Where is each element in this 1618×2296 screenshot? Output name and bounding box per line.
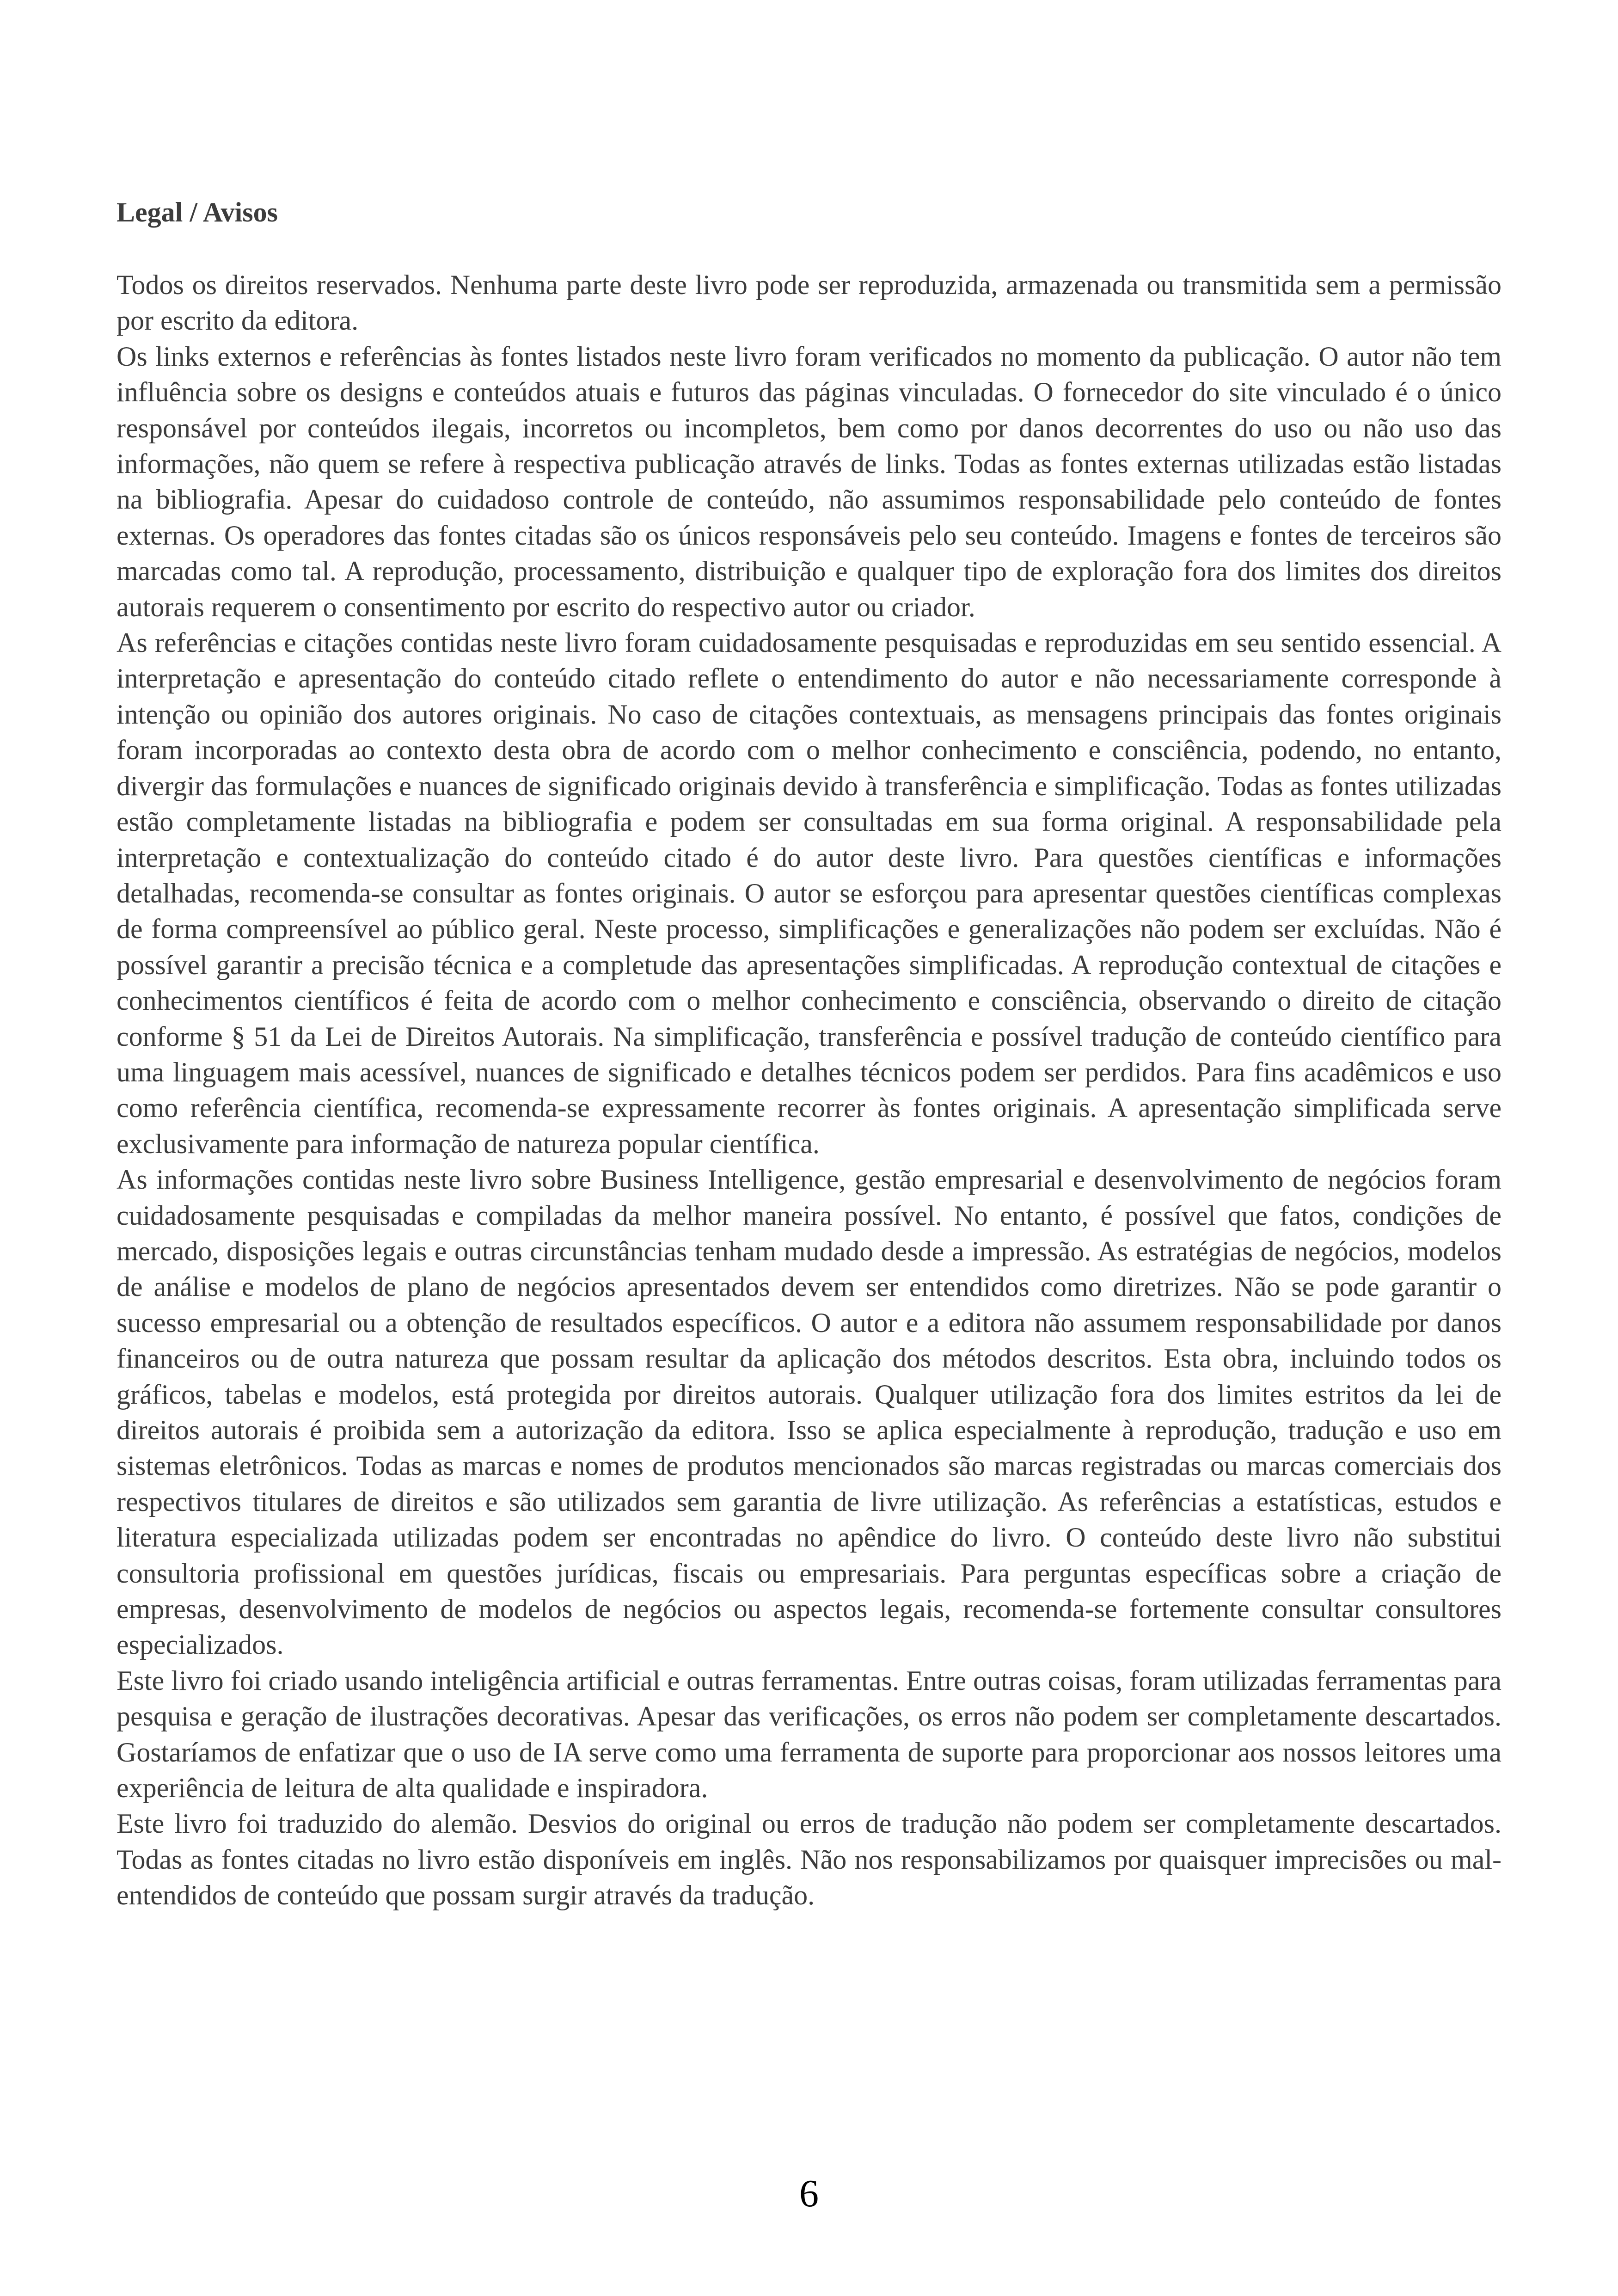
paragraph-copyright: Todos os direitos reservados. Nenhuma parte deste livro pode ser reproduzida, armazenada ou transmitida sem a permissão por escrito da editora. (116, 270, 1502, 336)
paragraph-external-links: Os links externos e referências às fontes listados neste livro foram verificados no momento da publicação. O autor não tem influência sobre os designs e conteúdos atuais e futuros das páginas vinculadas. O fornecedor do site vinculado é o único responsável por conteúdos ilegais, incorretos ou incompletos, bem como por danos decorrentes do uso ou não uso das informações, não quem se refere à respectiva publicação através de links. Todas as fontes externas utilizadas estão listadas na bibliografia. Apesar do cuidadoso controle de conteúdo, não assumimos responsabilidade pelo conteúdo de fontes externas. Os operadores das fontes citadas são os únicos responsáveis pelo seu conteúdo. Imagens e fontes de terceiros são marcadas como tal. A reprodução, processamento, distribuição e qualquer tipo de exploração fora dos limites dos direitos autorais requerem o consentimento por escrito do respectivo autor ou criador. (116, 341, 1502, 622)
paragraph-translation-notice: Este livro foi traduzido do alemão. Desvios do original ou erros de tradução não podem ser completamente descartados. Todas as fontes citadas no livro estão disponíveis em inglês. Não nos responsabilizamos por quaisquer imprecisões ou mal-entendidos de conteúdo que possam surgir através da tradução. (116, 1808, 1502, 1911)
page-heading: Legal / Avisos (116, 197, 278, 227)
page-number: 6 (799, 2172, 819, 2215)
paragraph-business-disclaimer: As informações contidas neste livro sobre Business Intelligence, gestão empresarial e desenvolvimento de negócios foram cuidadosamente pesquisadas e compiladas da melhor maneira possível. No entanto, é possível que fatos, condições de mercado, disposições legais e outras circunstâncias tenham mudado desde a impressão. As estratégias de negócios, modelos de análise e modelos de plano de negócios apresentados devem ser entendidos como diretrizes. Não se pode garantir o sucesso empresarial ou a obtenção de resultados específicos. O autor e a editora não assumem responsabilidade por danos financeiros ou de outra natureza que possam resultar da aplicação dos métodos descritos. Esta obra, incluindo todos os gráficos, tabelas e modelos, está protegida por direitos autorais. Qualquer utilização fora dos limites estritos da lei de direitos autorais é proibida sem a autorização da editora. Isso se aplica especialmente à reprodução, tradução e uso em sistemas eletrônicos. Todas as marcas e nomes de produtos mencionados são marcas registradas ou marcas comerciais dos respectivos titulares de direitos e são utilizados sem garantia de livre utilização. As referências a estatísticas, estudos e literatura especializada utilizadas podem ser encontradas no apêndice do livro. O conteúdo deste livro não substitui consultoria profissional em questões jurídicas, fiscais ou empresariais. Para perguntas específicas sobre a criação de empresas, desenvolvimento de modelos de negócios ou aspectos legais, recomenda-se fortemente consultar consultores especializados. (116, 1164, 1502, 1660)
page-content (116, 194, 1502, 1914)
paragraph-citations: As referências e citações contidas neste livro foram cuidadosamente pesquisadas e reproduzidas em seu sentido essencial. A interpretação e apresentação do conteúdo citado reflete o entendimento do autor e não necessariamente corresponde à intenção ou opinião dos autores originais. No caso de citações contextuais, as mensagens principais das fontes originais foram incorporadas ao contexto desta obra de acordo com o melhor conhecimento e consciência, podendo, no entanto, divergir das formulações e nuances de significado originais devido à transferência e simplificação. Todas as fontes utilizadas estão completamente listadas na bibliografia e podem ser consultadas em sua forma original. A responsabilidade pela interpretação e contextualização do conteúdo citado é do autor deste livro. Para questões científicas e informações detalhadas, recomenda-se consultar as fontes originais. O autor se esforçou para apresentar questões científicas complexas de forma compreensível ao público geral. Neste processo, simplificações e generalizações não podem ser excluídas. Não é possível garantir a precisão técnica e a completude das apresentações simplificadas. A reprodução contextual de citações e conhecimentos científicos é feita de acordo com o melhor conhecimento e consciência, observando o direito de citação conforme § 51 da Lei de Direitos Autorais. Na simplificação, transferência e possível tradução de conteúdo científico para uma linguagem mais acessível, nuances de significado e detalhes técnicos podem ser perdidos. Para fins acadêmicos e uso como referência científica, recomenda-se expressamente recorrer às fontes originais. A apresentação simplificada serve exclusivamente para informação de natureza popular científica. (116, 627, 1502, 1159)
paragraph-ai-notice: Este livro foi criado usando inteligência artificial e outras ferramentas. Entre outras coisas, foram utilizadas ferramentas para pesquisa e geração de ilustrações decorativas. Apesar das verificações, os erros não podem ser completamente descartados. Gostaríamos de enfatizar que o uso de IA serve como uma ferramenta de suporte para proporcionar aos nossos leitores uma experiência de leitura de alta qualidade e inspiradora. (116, 1665, 1502, 1804)
